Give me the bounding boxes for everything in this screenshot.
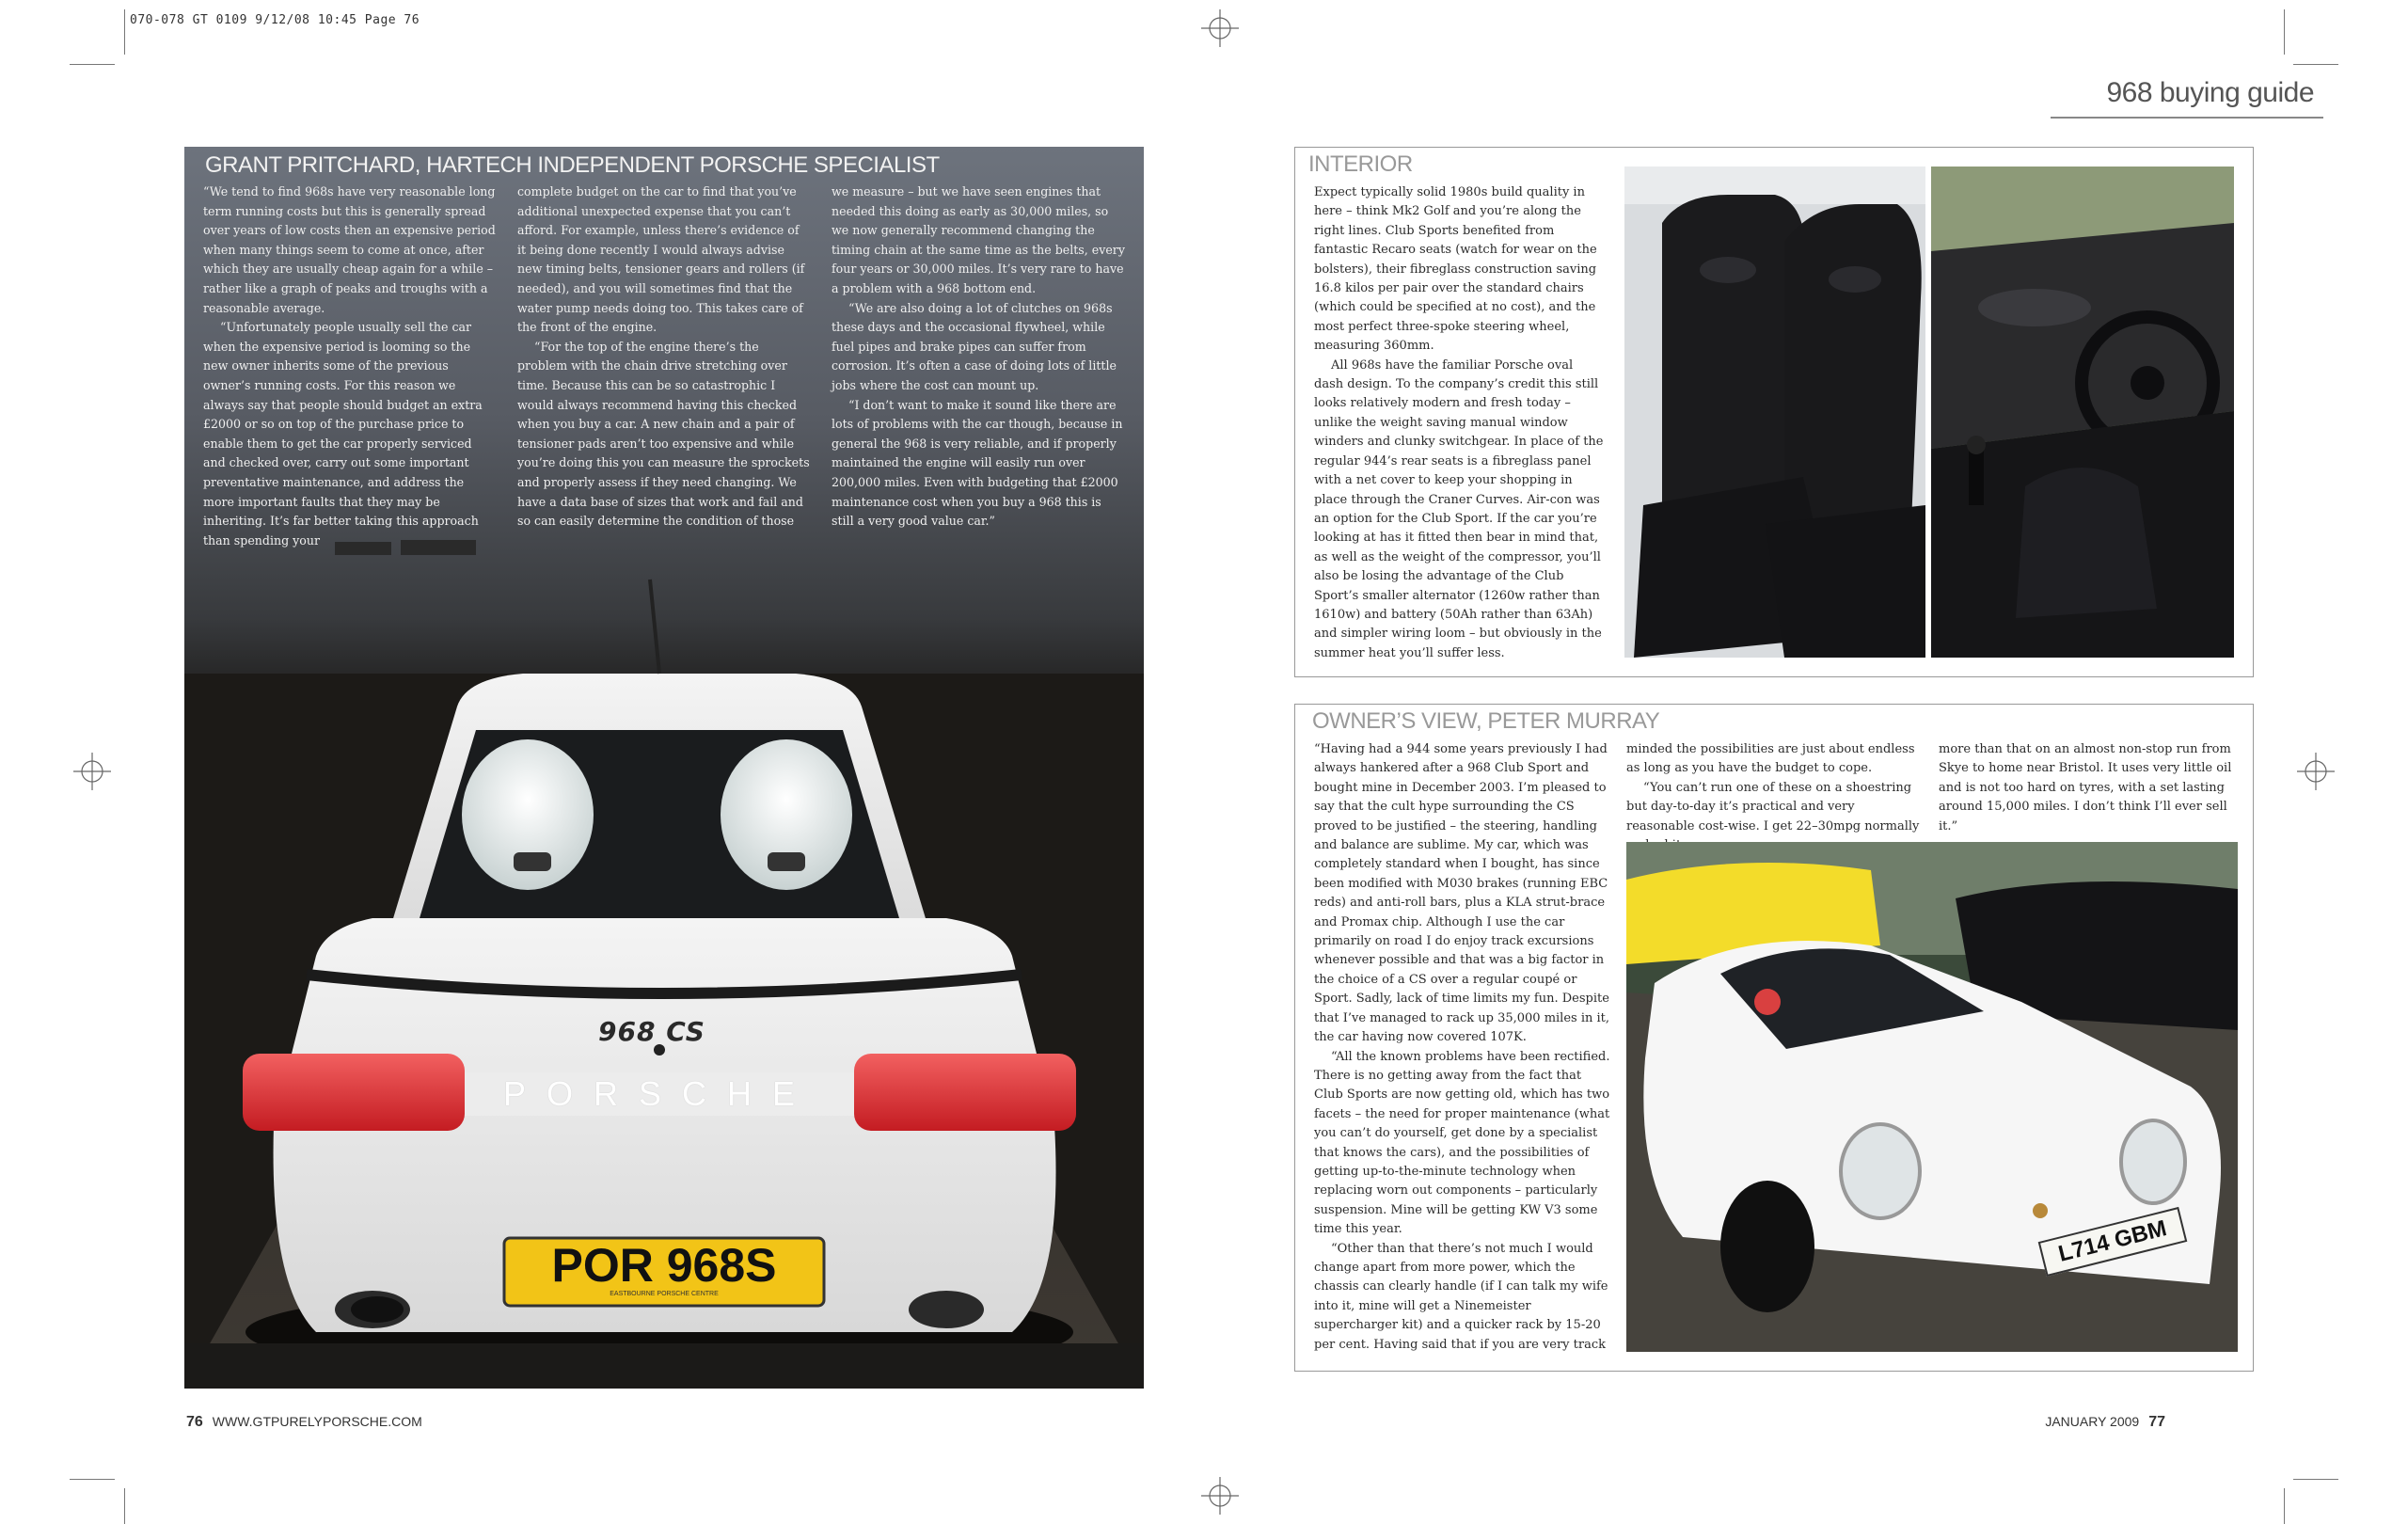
recaro-seat-photo bbox=[1624, 167, 1925, 658]
car-model-badge: 968 CS bbox=[598, 1016, 705, 1047]
paragraph: “All the known problems have been rectified. There is no getting away from the fact that Club Sports are now getting old, which has two facets – the need for proper maintenance (what you can’t do yourself, get done by a specialist that knows the cars), and the possibilities of getting up-to-the-minute technology when replacing worn out components – particularly suspension. Mine will be getting KW V3 some time this year. bbox=[1314, 1049, 1610, 1237]
license-plate: L714 GBM bbox=[2038, 1207, 2188, 1277]
right-folio bbox=[2045, 1414, 2165, 1431]
hero-photo bbox=[184, 147, 1144, 1389]
crop-mark bbox=[124, 9, 125, 55]
paragraph: “We are also doing a lot of clutches on 968s these days and the occasional flywheel, while fuel pipes and brake pipes can suffer from corrosion. It’s often a case of doing lots of little jobs where the cost can mount up. bbox=[832, 300, 1117, 392]
paragraph: “For the top of the engine there’s the problem with the chain drive stretching over time. Because this can be so catastrophic I would always recommend having this checked when you buy a car. A new chain and a pair of tensioner pads aren’t too expensive and while you’re doing this you can measure the sprockets and properly assess if they need changing. We have a data base of sizes that work and fail and so can easily determine the condition of those bbox=[517, 339, 810, 529]
specialist-column-1 bbox=[203, 183, 497, 550]
car-brand-lettering: PORSCHE bbox=[502, 1074, 816, 1113]
crop-mark bbox=[124, 1488, 125, 1524]
paragraph: minded the possibilities are just about endless as long as you have the budget to cope. bbox=[1626, 742, 1915, 776]
dashboard-photo bbox=[1931, 167, 2234, 658]
crop-mark bbox=[2293, 1479, 2338, 1480]
registration-mark-icon bbox=[1201, 9, 1239, 47]
page-number: 76 bbox=[186, 1414, 203, 1430]
license-plate: POR 968S bbox=[551, 1239, 777, 1292]
registration-mark-icon bbox=[73, 753, 111, 790]
registration-mark-icon bbox=[1201, 1477, 1239, 1515]
license-plate-dealer: EASTBOURNE PORSCHE CENTRE bbox=[610, 1291, 719, 1297]
paragraph: Expect typically solid 1980s build quality in here – think Mk2 Golf and you’re along the right lines. Club Sports benefited from fantastic Recaro seats (watch for wear on the bolsters), their fibreglass construction saving 16.8 kilos per pair over the standard chairs (which could be specified at no cost), and the most perfect three-spoke steering wheel, measuring 360mm. bbox=[1314, 185, 1597, 354]
paragraph: “We tend to find 968s have very reasonable long term running costs but this is generally spread over years of low costs then an expensive period when many things seem to come at once, after which they are usually cheap again for a while – rather like a graph of peaks and troughs with a reasonable average. bbox=[203, 184, 496, 315]
left-folio bbox=[186, 1414, 422, 1431]
paragraph: more than that on an almost non-stop run from Skye to home near Bristol. It uses very little oil and is not too hard on tyres, with a set lasting around 15,000 miles. I don’t think I’ll ever sell it.” bbox=[1939, 742, 2232, 833]
specialist-column-3 bbox=[832, 183, 1125, 550]
paragraph: complete budget on the car to find that you’ve additional unexpected expense that you can’t afford. For example, unless there’s evidence of it being done recently I would always advise new timing belts, tensioner gears and rollers (if needed), and you will sometimes find that the water pump needs doing too. This takes care of the front of the engine. bbox=[517, 184, 805, 335]
interior-text bbox=[1314, 183, 1604, 663]
paragraph: All 968s have the familiar Porsche oval dash design. To the company’s credit this still looks relatively modern and fresh today – unlike the weight saving manual window winders and clunky switchgear. In place of the regular 944’s rear seats is a fibreglass panel with a net cover to keep your shopping in place through the Craner Curves. Air-con was an option for the Club Sport. If the car you’re looking at has it fitted then bear in mind that, as well as the weight of the compressor, you’ll also be losing the advantage of the Club Sport’s smaller alternator (1260w rather than 1610w) and battery (50Ah rather than 63Ah) and simpler wiring loom – but obviously in the summer heat you’ll suffer less. bbox=[1314, 357, 1604, 660]
section-title: 968 buying guide bbox=[2106, 77, 2314, 108]
section-rule bbox=[2051, 117, 2323, 119]
owners-view-column-1 bbox=[1314, 740, 1613, 1355]
owners-view-title: OWNER’S VIEW, PETER MURRAY bbox=[1312, 708, 1660, 734]
specialist-column-2 bbox=[517, 183, 811, 550]
crop-mark bbox=[2284, 9, 2285, 55]
owners-view-column-2 bbox=[1626, 740, 1925, 855]
crop-mark bbox=[70, 1479, 115, 1480]
printer-slug: 070-078 GT 0109 9/12/08 10:45 Page 76 bbox=[130, 13, 420, 27]
crop-mark bbox=[2284, 1488, 2285, 1524]
white-968-cs-photo bbox=[1626, 842, 2238, 1352]
paragraph: “Having had a 944 some years previously I had always hankered after a 968 Club Sport and bought mine in December 2003. I’m pleased to say that the cult hype surrounding the CS proved to be justified – the steering, handling and balance are sublime. My car, which was completely standard when I bought, has since been modified with M030 brakes (running EBC reds) and anti-roll bars, plus a KLA strut-brace and Promax chip. Although I use the car primarily on road I do enjoy track excursions whenever possible and that was a big factor in the choice of a CS over a regular coupé or Sport. Sadly, lack of time limits my fun. Despite that I’ve managed to rack up 35,000 miles in it, the car having now covered 107K. bbox=[1314, 742, 1610, 1045]
paragraph: we measure – but we have seen engines that needed this doing as early as 30,000 miles, so we now generally recommend changing the timing chain at the same time as the belts, every four years or 30,000 miles. It’s very rare to have a problem with a 968 bottom end. bbox=[832, 184, 1125, 295]
paragraph: “You can’t run one of these on a shoestring but day-to-day it’s practical and very reasonable cost-wise. I get 22–30mpg normally bbox=[1626, 780, 1920, 833]
page-number: 77 bbox=[2148, 1414, 2165, 1430]
paragraph: “Unfortunately people usually sell the car when the expensive period is looming so the new owner inherits some of the previous owner’s running costs. For this reason we always say that people should budget an extra £2000 or so on top of the purchase price to enable them to get the car properly serviced and checked over, carry out some important preventative maintenance, and address the more important faults that they may be inheriting. It’s far better taking this approach than spending your bbox=[203, 320, 483, 548]
specialist-text-columns bbox=[203, 183, 1125, 550]
specialist-box-title: GRANT PRITCHARD, HARTECH INDEPENDENT PORSCHE SPECIALIST bbox=[205, 152, 940, 178]
registration-mark-icon bbox=[2297, 753, 2335, 790]
crop-mark bbox=[2293, 64, 2338, 65]
paragraph: “I don’t want to make it sound like there are lots of problems with the car though, because in general the 968 is very reliable, and if properly maintained the engine will easily run over 200,000 miles. Even with budgeting that £2000 maintenance cost when you buy a 968 this is still a very good value car.” bbox=[832, 397, 1123, 529]
issue-date: JANUARY 2009 bbox=[2045, 1414, 2140, 1429]
interior-box bbox=[1294, 147, 2254, 677]
crop-mark bbox=[70, 64, 115, 65]
owners-view-box bbox=[1294, 704, 2254, 1372]
owners-view-column-3 bbox=[1939, 740, 2238, 836]
paragraph: “Other than that there’s not much I would change apart from more power, which the chassis can clearly handle (if I can talk my wife into it, mine will get a Ninemeister supercharger kit) and a quicker rack by 15-20 per cent. Having said that if you are very track bbox=[1314, 1241, 1608, 1352]
interior-box-title: INTERIOR bbox=[1308, 151, 1413, 177]
website-url: WWW.GTPURELYPORSCHE.COM bbox=[212, 1414, 422, 1429]
